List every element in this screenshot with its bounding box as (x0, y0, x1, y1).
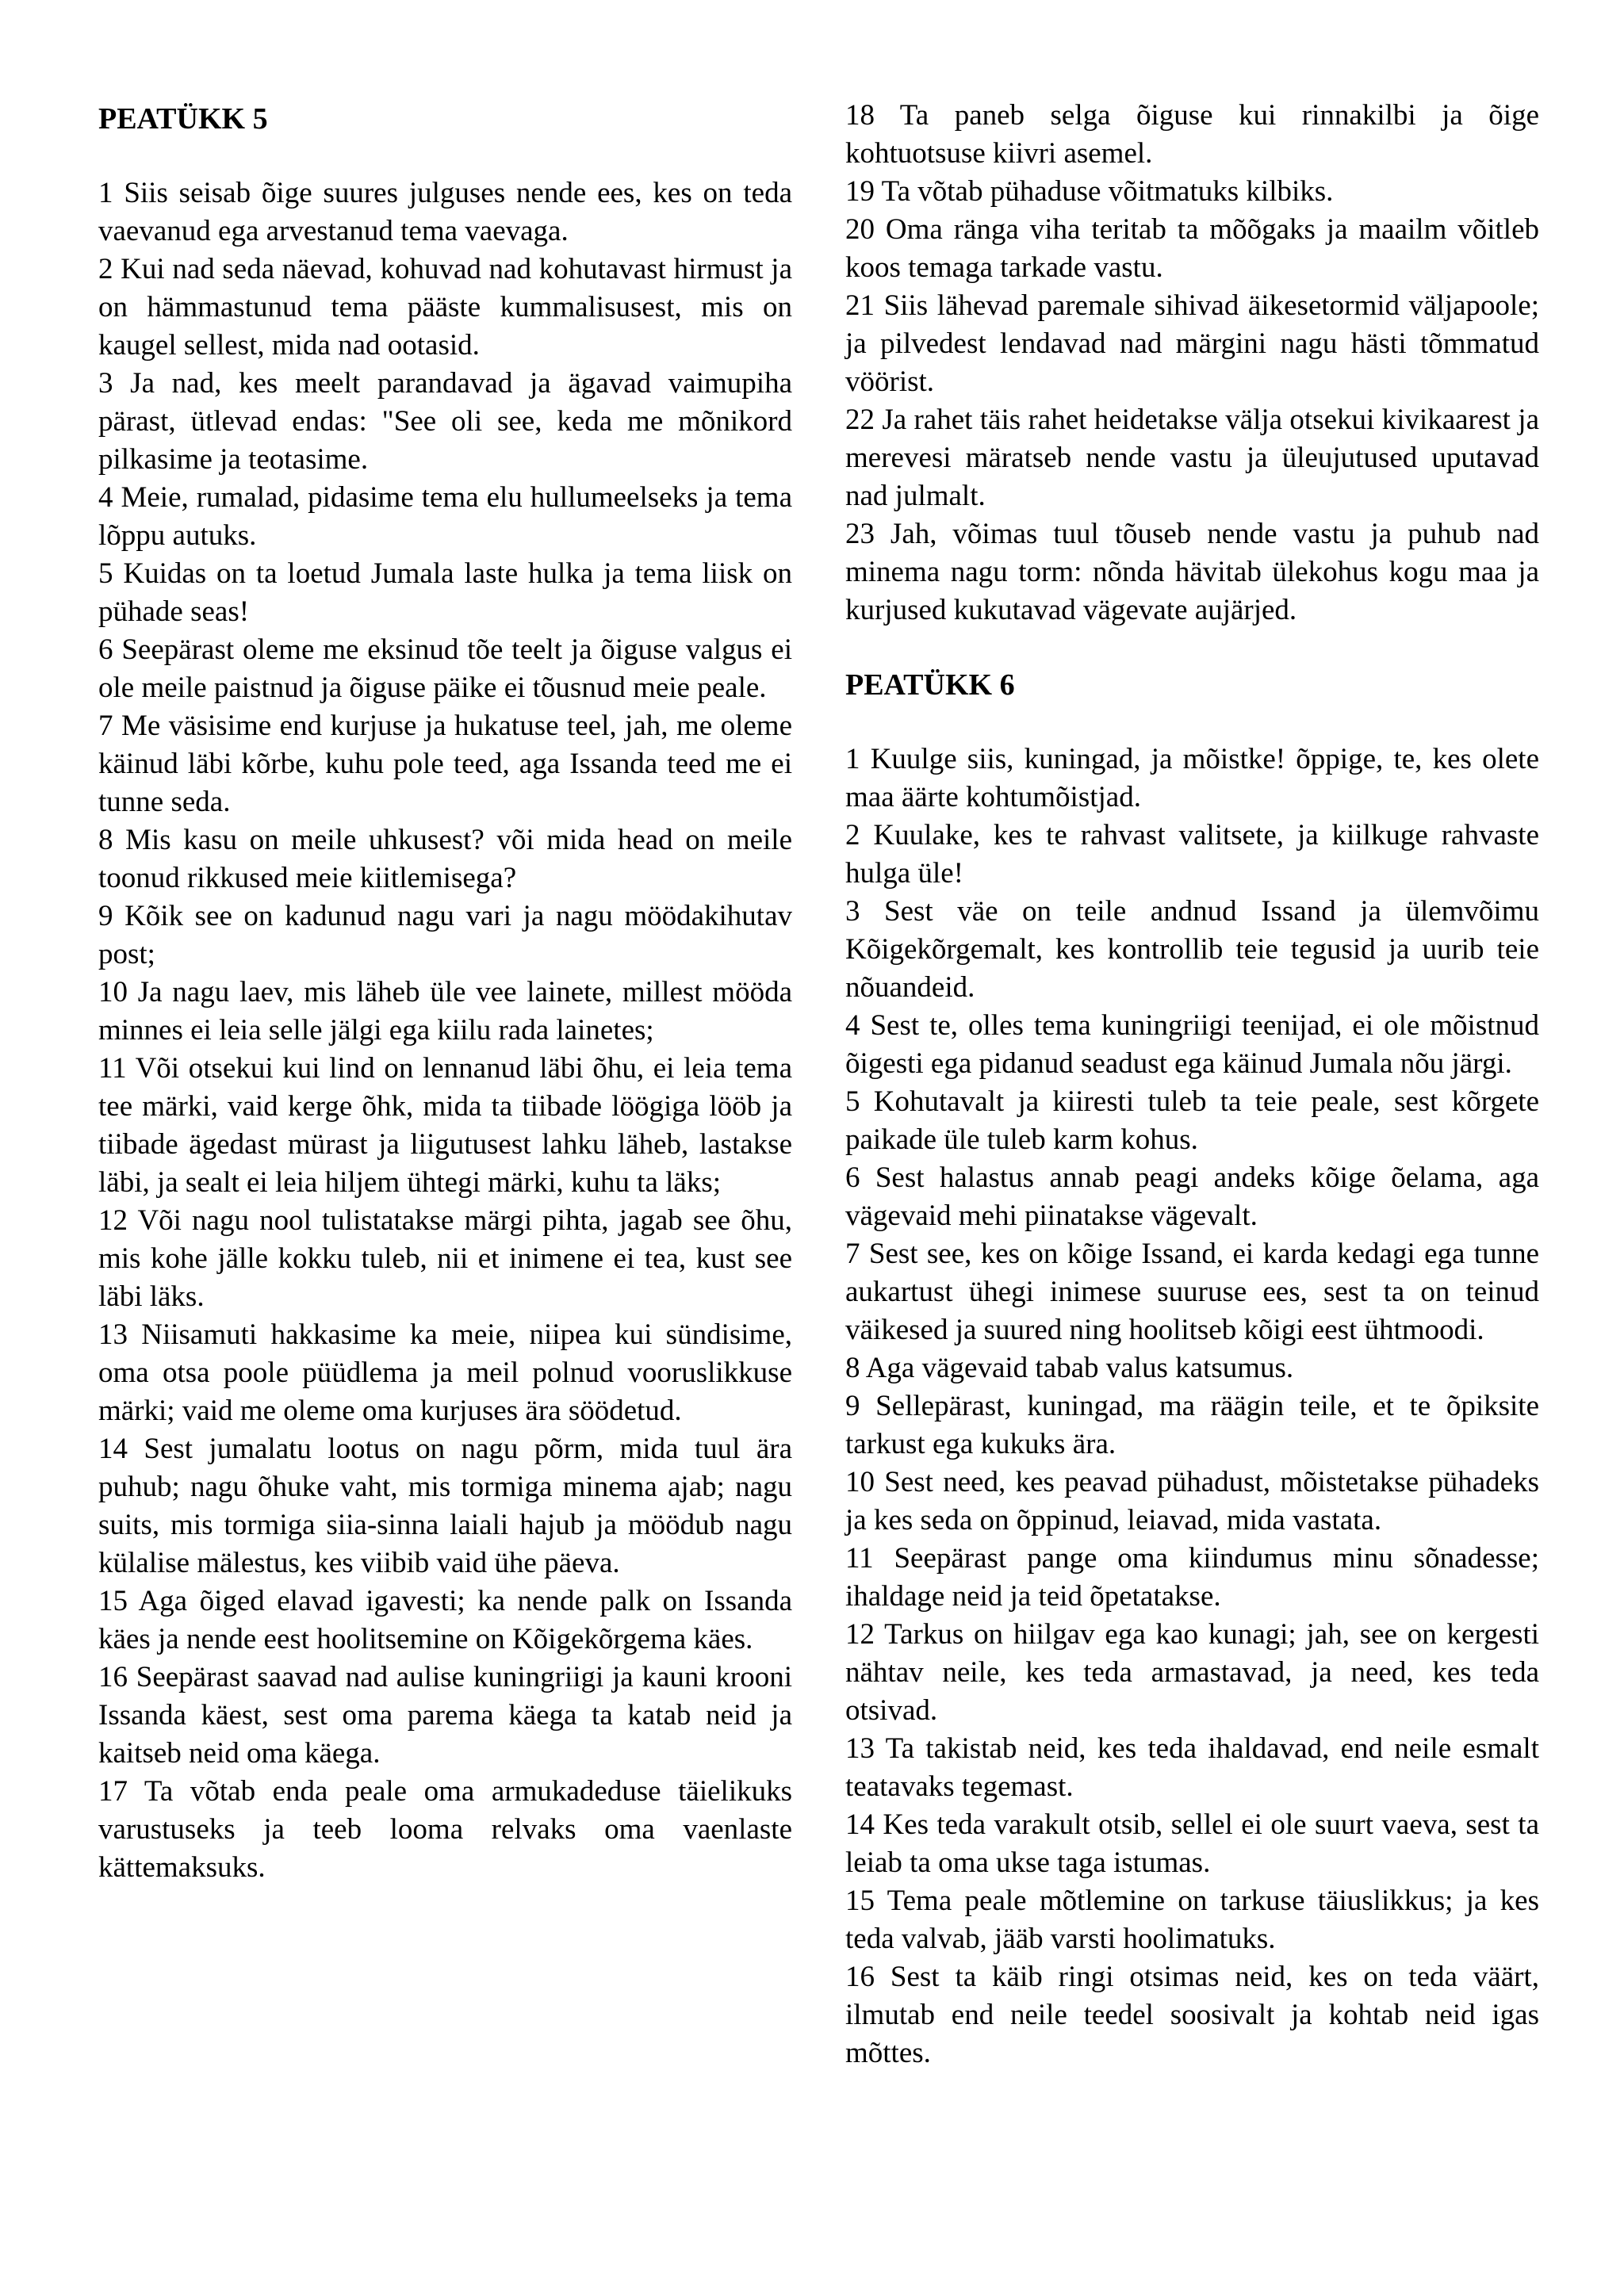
verse: 2 Kuulake, kes te rahvast valitsete, ja kiilkuge rahvaste hulga üle! (845, 819, 1539, 890)
verse: 5 Kuidas on ta loetud Jumala laste hulka ja tema liisk on pühade seas! (98, 557, 792, 628)
verse: 14 Kes teda varakult otsib, sellel ei ole suurt vaeva, sest ta leiab ta oma ukse taga istumas. (845, 1808, 1539, 1879)
verse: 22 Ja rahet täis rahet heidetakse välja otsekui kivikaarest ja merevesi märatseb nende vastu ja üleujutused uputavad nad julmalt. (845, 404, 1539, 512)
verse: 4 Sest te, olles tema kuningriigi teenijad, ei ole mõistnud õigesti ega pidanud seadust ega käinud Jumala nõu järgi. (845, 1009, 1539, 1080)
verse: 15 Tema peale mõtlemine on tarkuse täiuslikkus; ja kes teda valvab, jääb varsti hoolimatuks. (845, 1885, 1539, 1955)
verse: 16 Seepärast saavad nad aulise kuningriigi ja kauni krooni Issanda käest, sest oma parema käega ta katab neid ja kaitseb neid oma käega. (98, 1661, 792, 1770)
chapter-5-continued-verses (845, 97, 1539, 629)
verse: 17 Ta võtab enda peale oma armukadeduse täielikuks varustuseks ja teeb looma relvaks oma vaenlaste kättemaksuks. (98, 1775, 792, 1884)
verse: 15 Aga õiged elavad igavesti; ka nende palk on Issanda käes ja nende eest hoolitsemine on Kõigekõrgema käes. (98, 1585, 792, 1655)
chapter-6-heading: PEATÜKK 6 (845, 668, 1015, 702)
verse: 18 Ta paneb selga õiguse kui rinnakilbi ja õige kohtuotsuse kiivri asemel. (845, 99, 1539, 170)
verse: 3 Ja nad, kes meelt parandavad ja ägavad vaimupiha pärast, ütlevad endas: "See oli see, keda me mõnikord pilkasime ja teotasime. (98, 367, 792, 476)
verse: 4 Meie, rumalad, pidasime tema elu hullumeelseks ja tema lõppu autuks. (98, 481, 792, 552)
verse: 23 Jah, võimas tuul tõuseb nende vastu ja puhub nad minema nagu torm: nõnda hävitab ülekohus kogu maa ja kurjused kukutavad vägevate aujärjed. (845, 518, 1539, 626)
chapter-5-verses (98, 174, 792, 1887)
verse: 19 Ta võtab pühaduse võitmatuks kilbiks. (845, 175, 1334, 208)
left-column (98, 94, 792, 1887)
chapter-6-block (845, 666, 1539, 2072)
verse: 2 Kui nad seda näevad, kohuvad nad kohutavast hirmust ja on hämmastunud tema pääste kummalisusest, mis on kaugel sellest, mida nad ootasid. (98, 253, 792, 362)
verse: 7 Me väsisime end kurjuse ja hukatuse teel, jah, me oleme käinud läbi kõrbe, kuhu pole teed, aga Issanda teed me ei tunne seda. (98, 710, 792, 818)
verse: 12 Tarkus on hiilgav ega kao kunagi; jah, see on kergesti nähtav neile, kes teda armastavad, ja need, kes teda otsivad. (845, 1618, 1539, 1727)
verse: 6 Sest halastus annab peagi andeks kõige õelama, aga vägevaid mehi piinatakse vägevalt. (845, 1161, 1539, 1232)
chapter-6-verses (845, 740, 1539, 2072)
verse: 5 Kohutavalt ja kiiresti tuleb ta teie peale, sest kõrgete paikade üle tuleb karm kohus. (845, 1085, 1539, 1156)
verse: 3 Sest väe on teile andnud Issand ja ülemvõimu Kõigekõrgemalt, kes kontrollib teie tegusid ja uurib teie nõuandeid. (845, 895, 1539, 1004)
verse: 8 Mis kasu on meile uhkusest? või mida head on meile toonud rikkused meie kiitlemisega? (98, 824, 792, 894)
verse: 11 Või otsekui kui lind on lennanud läbi õhu, ei leia tema tee märki, vaid kerge õhk, mida ta tiibade löögiga lööb ja tiibade ägedast mürast ja liigutusest lahku läheb, lastakse läbi, ja sealt ei leia hiljem ühtegi märki, kuhu ta läks; (98, 1052, 792, 1199)
verse: 16 Sest ta käib ringi otsimas neid, kes on teda väärt, ilmutab end neile teedel soosivalt ja kohtab neid igas mõttes. (845, 1961, 1539, 2069)
verse: 13 Niisamuti hakkasime ka meie, niipea kui sündisime, oma otsa poole püüdlema ja meil polnud vooruslikkuse märki; vaid me oleme oma kurjuses ära söödetud. (98, 1318, 792, 1427)
verse: 20 Oma ränga viha teritab ta mõõgaks ja maailm võitleb koos temaga tarkade vastu. (845, 213, 1539, 284)
verse: 13 Ta takistab neid, kes teda ihaldavad, end neile esmalt teatavaks tegemast. (845, 1732, 1539, 1803)
verse: 12 Või nagu nool tulistatakse märgi pihta, jagab see õhu, mis kohe jälle kokku tuleb, nii et inimene ei tea, kust see läbi läks. (98, 1204, 792, 1313)
chapter-5-heading: PEATÜKK 5 (98, 102, 268, 136)
verse: 14 Sest jumalatu lootus on nagu põrm, mida tuul ära puhub; nagu õhuke vaht, mis tormiga minema ajab; nagu suits, mis tormiga siia-sinna laiali hajub ja möödub nagu külalise mälestus, kes viibib vaid ühe päeva. (98, 1433, 792, 1579)
verse: 1 Kuulge siis, kuningad, ja mõistke! õppige, te, kes olete maa äärte kohtumõistjad. (845, 743, 1539, 813)
verse: 10 Ja nagu laev, mis läheb üle vee lainete, millest mööda minnes ei leia selle jälgi ega kiilu rada lainetes; (98, 976, 792, 1047)
verse: 10 Sest need, kes peavad pühadust, mõistetakse pühadeks ja kes seda on õppinud, leiavad, mida vastata. (845, 1466, 1539, 1536)
verse: 6 Seepärast oleme me eksinud tõe teelt ja õiguse valgus ei ole meile paistnud ja õiguse päike ei tõusnud meie peale. (98, 633, 792, 704)
verse: 9 Kõik see on kadunud nagu vari ja nagu möödakihutav post; (98, 900, 792, 970)
verse: 9 Sellepärast, kuningad, ma räägin teile, et te õpiksite tarkust ega kukuks ära. (845, 1390, 1539, 1460)
verse: 7 Sest see, kes on kõige Issand, ei karda kedagi ega tunne aukartust ühegi inimese suuruse ees, sest ta on teinud väikesed ja suured ning hoolitseb kõigi eest ühtmoodi. (845, 1238, 1539, 1346)
right-column (845, 97, 1539, 2072)
verse: 8 Aga vägevaid tabab valus katsumus. (845, 1352, 1294, 1384)
verse: 21 Siis lähevad paremale sihivad äikesetormid väljapoole; ja pilvedest lendavad nad märgini nagu hästi tõmmatud vöörist. (845, 289, 1539, 398)
verse: 11 Seepärast pange oma kiindumus minu sõnadesse; ihaldage neid ja teid õpetatakse. (845, 1542, 1539, 1613)
verse: 1 Siis seisab õige suures julguses nende ees, kes on teda vaevanud ega arvestanud tema vaevaga. (98, 177, 792, 247)
